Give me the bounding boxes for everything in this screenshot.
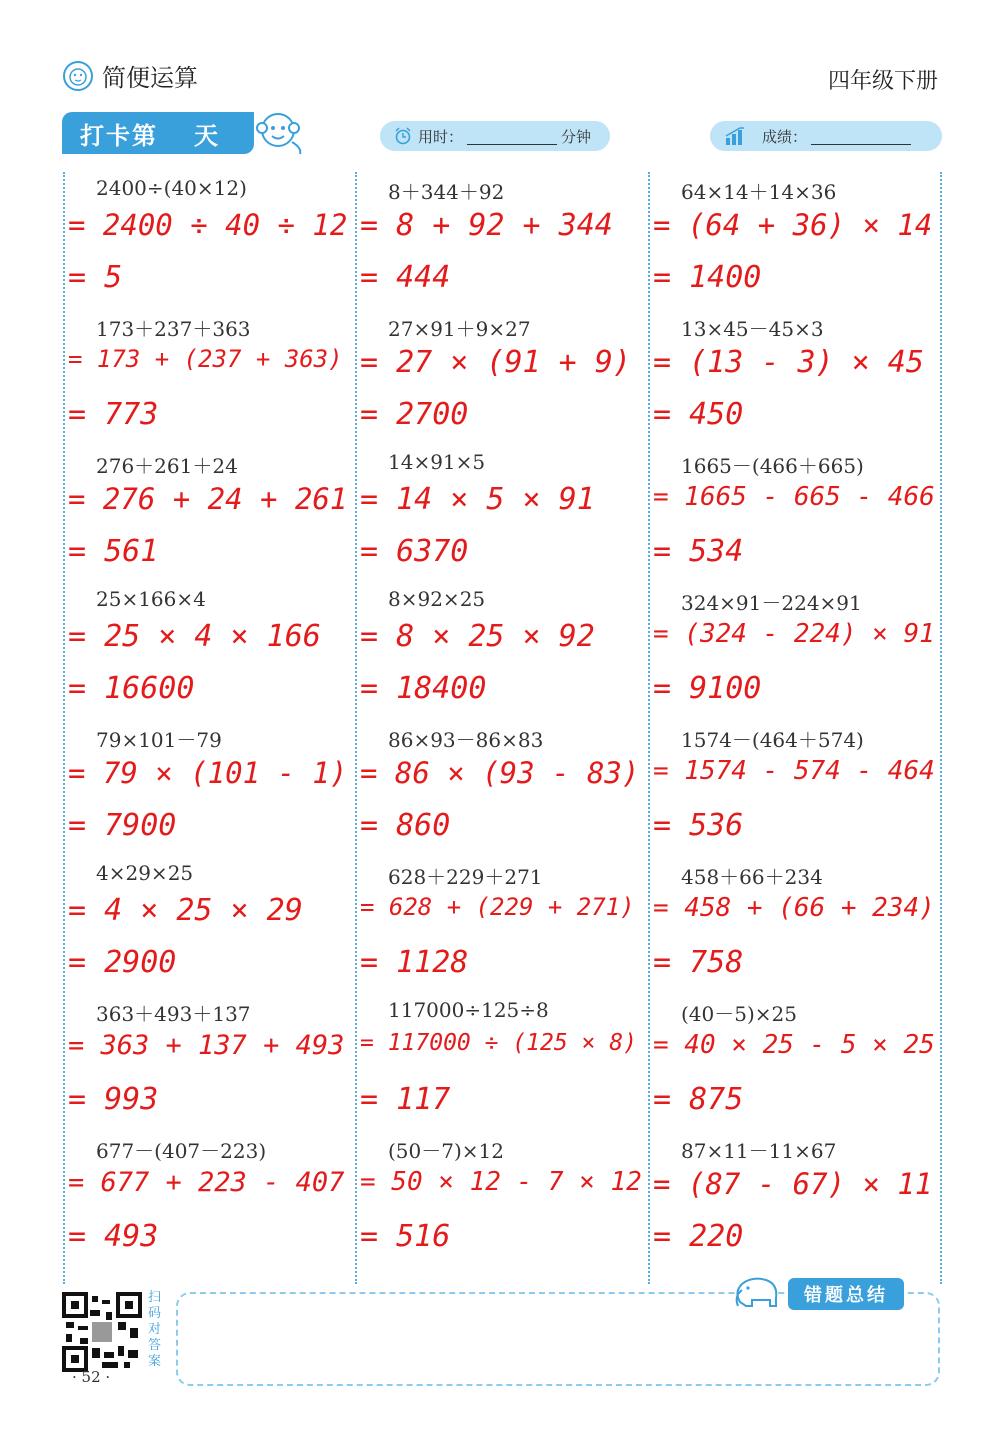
problem-item: [64, 172, 354, 309]
problem-item: [649, 446, 939, 583]
grade-label: 四年级下册: [827, 69, 938, 94]
problem-item: [649, 720, 939, 857]
handwritten-step: = 27 × (91 + 9): [360, 345, 631, 380]
problem-question: 25×166×4: [96, 587, 206, 611]
time-label: 用时：: [418, 127, 464, 146]
handwritten-step: = 458 + (66 + 234): [653, 893, 935, 923]
handwritten-step: = 8 + 92 + 344: [360, 208, 613, 243]
score-input-line[interactable]: [811, 128, 911, 145]
problem-item: [64, 583, 354, 720]
problem-item: [64, 994, 354, 1131]
handwritten-step: = 1574 - 574 - 464: [653, 756, 935, 786]
problem-item: [356, 1131, 646, 1268]
problem-question: 458＋66＋234: [681, 865, 823, 889]
handwritten-step: = 2400 ÷ 40 ÷ 12: [68, 208, 348, 242]
handwritten-step: = 86 × (93 - 83): [360, 756, 640, 790]
handwritten-answer: = 758: [653, 945, 744, 980]
problem-question: 2400÷(40×12): [96, 176, 247, 200]
problem-question: (50－7)×12: [388, 1139, 504, 1163]
problem-question: (40－5)×25: [681, 1002, 797, 1026]
handwritten-answer: = 1400: [653, 260, 762, 295]
problem-question: 324×91－224×91: [681, 591, 862, 615]
problem-question: 87×11－11×67: [681, 1139, 837, 1163]
handwritten-step: = 8 × 25 × 92: [360, 619, 595, 654]
problem-item: [356, 172, 646, 309]
handwritten-step: = 50 × 12 - 7 × 12: [360, 1167, 642, 1197]
handwritten-step: = 173 + (237 + 363): [68, 345, 343, 373]
handwritten-answer: = 444: [360, 260, 451, 295]
problem-item: [649, 172, 939, 309]
handwritten-answer: = 534: [653, 534, 744, 569]
handwritten-step: = (13 - 3) × 45: [653, 345, 924, 380]
problem-question: 79×101－79: [96, 728, 222, 752]
handwritten-answer: = 220: [653, 1219, 744, 1254]
handwritten-step: = (324 - 224) × 91: [653, 619, 935, 649]
problem-question: 86×93－86×83: [388, 728, 544, 752]
mistake-summary-label: 错题总结: [788, 1278, 904, 1310]
handwritten-step: = 117000 ÷ (125 × 8): [360, 1030, 637, 1056]
problem-item: [356, 583, 646, 720]
checkin-banner: [62, 112, 254, 154]
problem-item: [649, 857, 939, 994]
problem-column-3: [649, 172, 939, 1284]
score-label: 成绩：: [762, 127, 808, 146]
handwritten-step: = (64 + 36) × 14: [653, 208, 933, 242]
problem-item: [64, 309, 354, 446]
handwritten-answer: = 2900: [68, 945, 177, 980]
handwritten-step: = 40 × 25 - 5 × 25: [653, 1030, 935, 1060]
handwritten-answer: = 9100: [653, 671, 762, 706]
problem-question: 13×45－45×3: [681, 317, 824, 341]
handwritten-answer: = 493: [68, 1219, 159, 1254]
handwritten-answer: = 561: [68, 534, 159, 569]
handwritten-answer: = 7900: [68, 808, 177, 843]
problem-item: [649, 994, 939, 1131]
qr-code-icon: [62, 1292, 142, 1372]
alarm-clock-icon: [394, 127, 412, 145]
handwritten-step: = 79 × (101 - 1): [68, 756, 348, 790]
problem-item: [356, 309, 646, 446]
qr-code[interactable]: [62, 1292, 142, 1372]
time-input-line[interactable]: [467, 128, 557, 145]
elephant-icon: [730, 1272, 786, 1312]
score-box: [710, 121, 942, 151]
handwritten-answer: = 117: [360, 1082, 451, 1117]
problem-question: 173＋237＋363: [96, 317, 251, 341]
handwritten-answer: = 16600: [68, 671, 195, 706]
handwritten-answer: = 18400: [360, 671, 487, 706]
problem-item: [356, 720, 646, 857]
bar-chart-icon: [724, 126, 748, 146]
handwritten-answer: = 6370: [360, 534, 469, 569]
problem-question: 117000÷125÷8: [388, 998, 549, 1022]
problem-item: [649, 583, 939, 720]
handwritten-step: = 363 + 137 + 493: [68, 1030, 345, 1061]
handwritten-answer: = 860: [360, 808, 451, 843]
problem-question: 363＋493＋137: [96, 1002, 251, 1026]
problem-item: [64, 857, 354, 994]
problem-question: 4×29×25: [96, 861, 194, 885]
handwritten-answer: = 1128: [360, 945, 469, 980]
problem-question: 276＋261＋24: [96, 454, 238, 478]
handwritten-answer: = 450: [653, 397, 744, 432]
qr-caption: 扫码对答案: [148, 1290, 162, 1369]
handwritten-step: = 677 + 223 - 407: [68, 1167, 345, 1198]
problem-question: 677－(407－223): [96, 1139, 267, 1163]
handwritten-step: = 25 × 4 × 166: [68, 619, 321, 654]
handwritten-answer: = 993: [68, 1082, 159, 1117]
monkey-mascot-icon: [256, 108, 308, 158]
problem-item: [356, 857, 646, 994]
problem-item: [649, 1131, 939, 1268]
problem-question: 64×14＋14×36: [681, 180, 837, 204]
problem-column-2: [356, 172, 646, 1284]
problem-item: [64, 446, 354, 583]
problem-item: [356, 446, 646, 583]
handwritten-answer: = 773: [68, 397, 159, 432]
problem-question: 8＋344＋92: [388, 180, 505, 204]
problem-item: [356, 994, 646, 1131]
problem-column-1: [64, 172, 354, 1284]
handwritten-step: = 4 × 25 × 29: [68, 893, 303, 928]
time-box: [380, 121, 610, 151]
page-number: · 52 ·: [72, 1368, 111, 1386]
handwritten-answer: = 2700: [360, 397, 469, 432]
handwritten-answer: = 516: [360, 1219, 451, 1254]
banner-text-1: 打卡第: [80, 121, 158, 150]
problem-question: 1574－(464＋574): [681, 728, 864, 752]
banner-text-2: 天: [194, 121, 220, 150]
handwritten-answer: = 536: [653, 808, 744, 843]
problem-question: 14×91×5: [388, 450, 486, 474]
lion-mascot-icon: [62, 60, 94, 92]
time-unit: 分钟: [561, 127, 592, 146]
problem-question: 8×92×25: [388, 587, 486, 611]
handwritten-step: = 1665 - 665 - 466: [653, 482, 935, 512]
problem-item: [64, 720, 354, 857]
handwritten-step: = 14 × 5 × 91: [360, 482, 595, 517]
problem-question: 1665－(466＋665): [681, 454, 864, 478]
problem-item: [649, 309, 939, 446]
handwritten-answer: = 5: [68, 260, 123, 295]
problem-question: 628＋229＋271: [388, 865, 543, 889]
handwritten-step: = 628 + (229 + 271): [360, 893, 635, 921]
problem-item: [64, 1131, 354, 1268]
handwritten-step: = 276 + 24 + 261: [68, 482, 348, 516]
handwritten-answer: = 875: [653, 1082, 744, 1117]
section-header: [62, 58, 198, 93]
handwritten-step: = (87 - 67) × 11: [653, 1167, 933, 1201]
section-title: 简便运算: [102, 64, 198, 92]
divider-right: [940, 172, 942, 1284]
problem-question: 27×91＋9×27: [388, 317, 531, 341]
